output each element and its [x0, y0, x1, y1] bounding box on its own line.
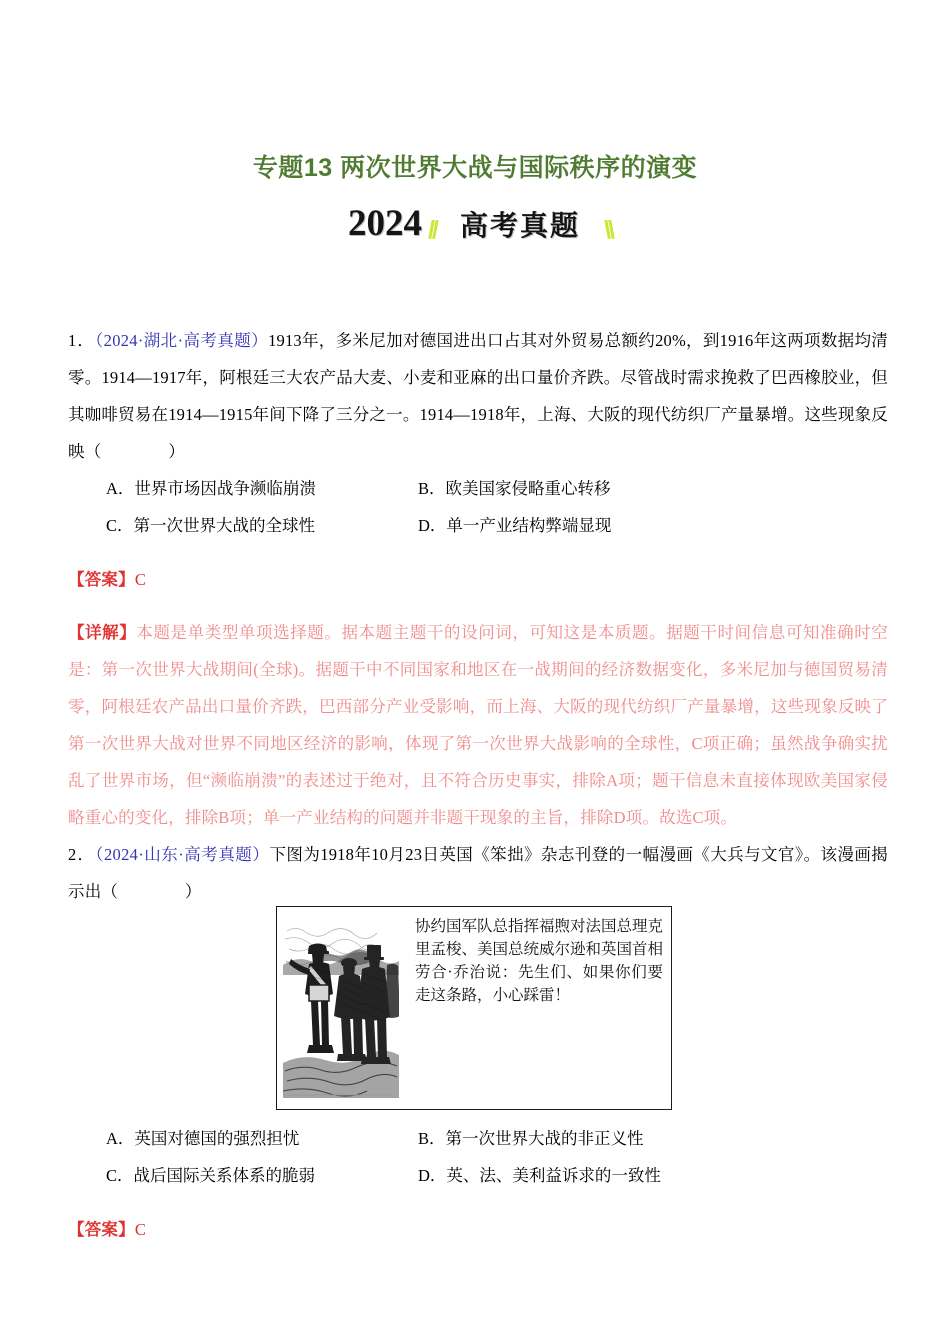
- question-2-option-b[interactable]: B．第一次世界大战的非正义性: [418, 1129, 644, 1148]
- question-2-option-d[interactable]: D．英、法、美利益诉求的一致性: [418, 1166, 661, 1185]
- question-2-stem: [68, 836, 888, 910]
- question-1-option-c[interactable]: C．第一次世界大战的全球性: [106, 516, 316, 535]
- explanation-label: 【详解】: [68, 623, 137, 642]
- answer-value: C: [134, 1219, 147, 1239]
- exam-badge: [0, 204, 950, 244]
- badge-label-text: 高考真题: [459, 210, 580, 241]
- question-2-answer: [68, 1211, 888, 1248]
- page-title: 专题13 两次世界大战与国际秩序的演变: [252, 154, 698, 182]
- question-1-number: 1．: [68, 331, 95, 350]
- question-2-stem-text: 下图为1918年10月23日英国《笨拙》杂志刊登的一幅漫画《大兵与文官》。该漫画揭示出（ ）: [68, 845, 888, 901]
- question-1-option-a[interactable]: A．世界市场因战争濒临崩溃: [106, 479, 316, 498]
- option-row: [68, 470, 888, 507]
- slash-left-decoration: //: [427, 216, 436, 244]
- question-2-option-a[interactable]: A．英国对德国的强烈担忧: [106, 1129, 300, 1148]
- question-1-stem: [68, 322, 888, 470]
- question-1-source: （2024·湖北·高考真题）: [94, 331, 269, 350]
- figure-caption: 协约国军队总指挥福煦对法国总理克里孟梭、美国总统威尔逊和英国首相劳合·乔治说：先生们、如果你们要走这条路，小心踩雷！: [415, 918, 664, 1004]
- badge-year-text: 2024: [347, 203, 422, 244]
- answer-label: 【答案】: [68, 569, 135, 589]
- question-2-source: （2024·山东·高考真题）: [95, 845, 270, 864]
- badge-label: [454, 210, 586, 242]
- document-body: [68, 322, 888, 1264]
- option-row: [68, 507, 888, 544]
- question-1-options: [68, 470, 888, 544]
- badge-label-wrap: [428, 210, 612, 242]
- option-row: [68, 1157, 888, 1194]
- question-1-answer: [68, 561, 888, 598]
- answer-label: 【答案】: [68, 1219, 135, 1239]
- slash-right-decoration: \\: [604, 216, 612, 244]
- answer-value: C: [134, 569, 147, 589]
- question-2-figure: [276, 906, 672, 1110]
- question-2-options: [68, 1120, 888, 1194]
- cartoon-illustration: [283, 913, 405, 1109]
- badge-year: [338, 204, 424, 244]
- question-1-option-d[interactable]: D．单一产业结构弊端显现: [418, 516, 612, 535]
- question-2-number: 2．: [68, 845, 96, 864]
- option-row: [68, 1120, 888, 1157]
- cartoon-svg: [283, 913, 399, 1098]
- question-1-stem-text: 1913年，多米尼加对德国进出口占其对外贸易总额约20%，到1916年这两项数据均清零。1914—1917年，阿根廷三大农产品大麦、小麦和亚麻的出口量价齐跌。尽管战时需求挽救了巴西橡胶业，但其咖啡贸易在1914—1915年间下降了三分之一。1914—1918年，上海、大阪的现代纺织厂产量暴增。这些现象反映（ ）: [68, 331, 888, 461]
- question-1-option-b[interactable]: B．欧美国家侵略重心转移: [418, 479, 611, 498]
- explanation-text: 本题是单类型单项选择题。据本题主题干的设问词，可知这是本质题。据题干时间信息可知准确时空是：第一次世界大战期间(全球)。据题干中不同国家和地区在一战期间的经济数据变化，多米尼加与德国贸易清零，阿根廷农产品出口量价齐跌，巴西部分产业受影响，而上海、大阪的现代纺织厂产量暴增，这些现象反映了第一次世界大战对世界不同地区经济的影响，体现了第一次世界大战影响的全球性，C项正确；虽然战争确实扰乱了世界市场，但“濒临崩溃”的表述过于绝对，且不符合历史事实，排除A项；题干信息未直接体现欧美国家侵略重心的变化，排除B项；单一产业结构的问题并非题干现象的主旨，排除D项。故选C项。: [68, 623, 888, 827]
- question-2-option-c[interactable]: C．战后国际关系体系的脆弱: [106, 1166, 316, 1185]
- question-1-explanation: [68, 614, 888, 836]
